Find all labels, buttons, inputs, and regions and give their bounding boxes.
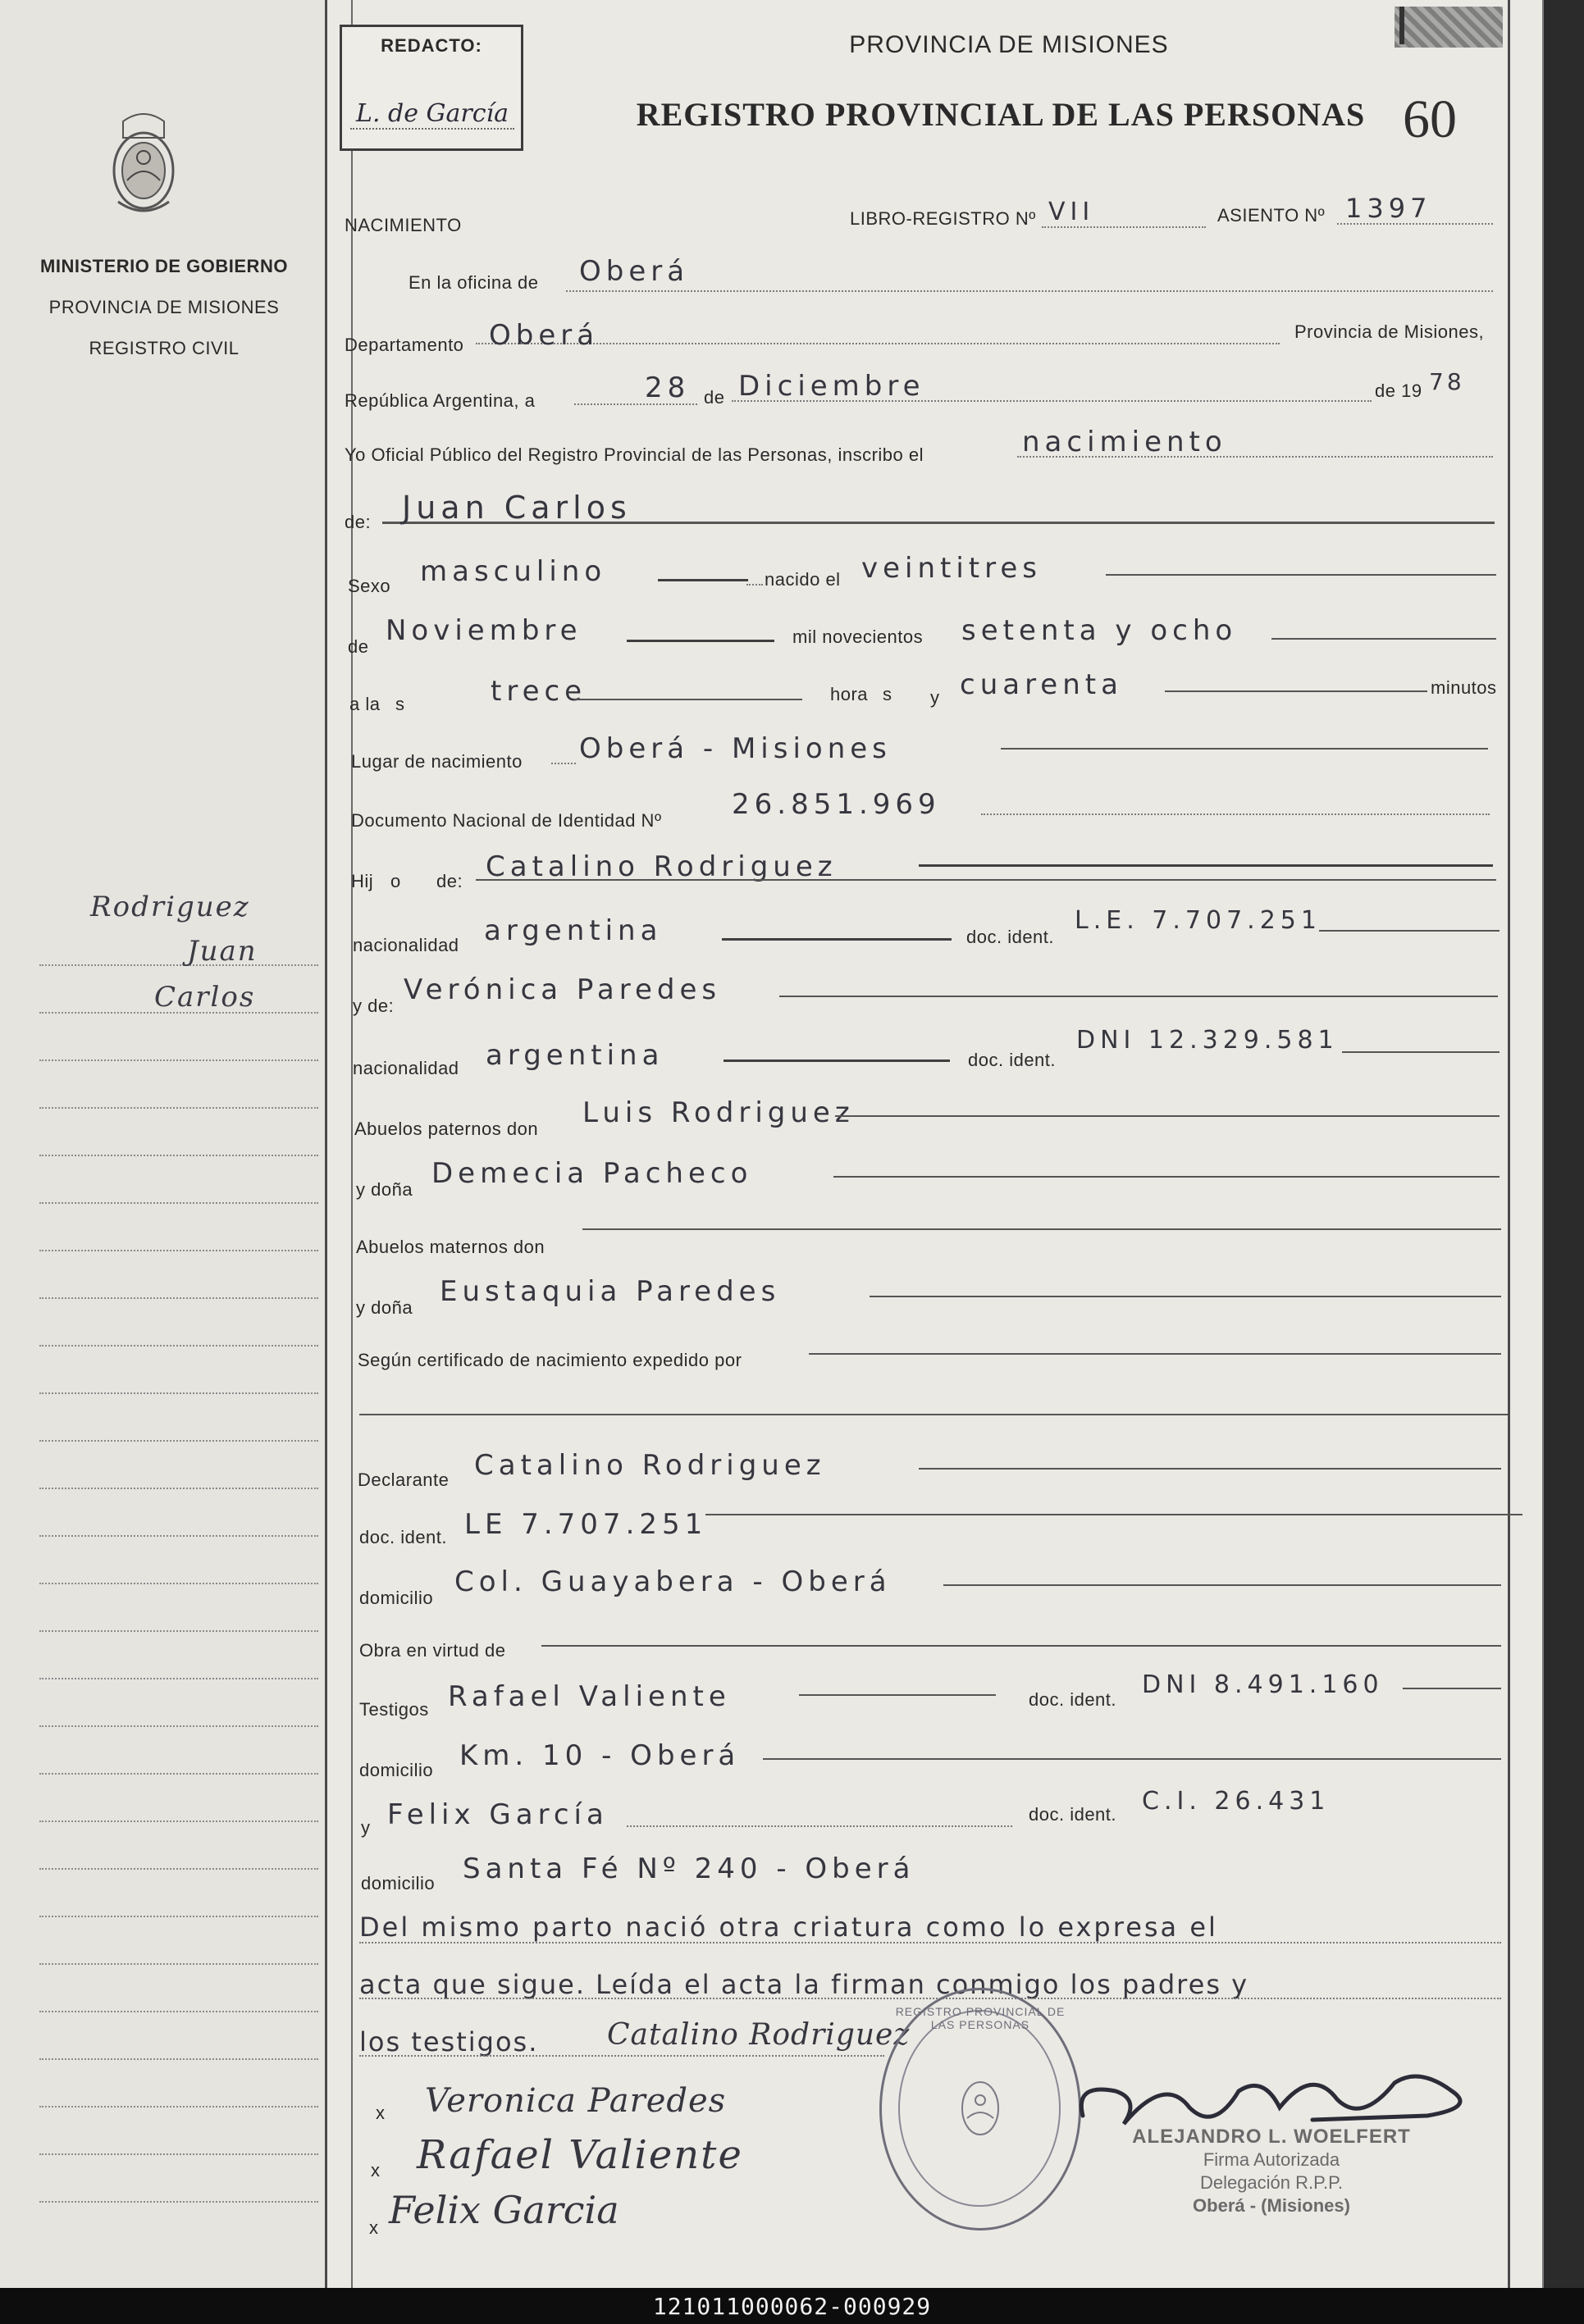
nacido-label: nacido el — [765, 569, 841, 590]
redacto-signature: L. de García — [350, 99, 514, 130]
redacto-label: REDACTO: — [381, 35, 482, 56]
y-label: y — [930, 687, 940, 708]
testigos-label: Testigos — [359, 1699, 429, 1720]
minutos-label: minutos — [1431, 677, 1497, 698]
year-value: 78 — [1429, 368, 1465, 395]
column-divider — [325, 0, 327, 2288]
horas-label: hora — [830, 684, 869, 704]
departamento-label: Departamento — [345, 335, 464, 355]
binding-edge — [1544, 0, 1584, 2288]
republica-label: República Argentina, a — [345, 390, 536, 411]
departamento-value: Oberá — [489, 319, 600, 352]
libro-value: VII — [1048, 198, 1095, 226]
archive-id-bar — [0, 2288, 1584, 2324]
official-role: Firma Autorizada — [1203, 2149, 1340, 2170]
madre-doc-value: DNI 12.329.581 — [1076, 1026, 1339, 1055]
padre-value: Catalino Rodriguez — [486, 850, 838, 883]
right-border — [1508, 0, 1510, 2288]
madre-label: y de: — [353, 996, 395, 1016]
testigo2-value: Felix García — [387, 1798, 609, 1831]
month-value: Diciembre — [738, 370, 925, 403]
registry-title: REGISTRO PROVINCIAL DE LAS PERSONAS — [636, 96, 1366, 133]
testigo2-signature: Felix Garcia — [389, 2188, 619, 2232]
padre-signature: Catalino Rodriguez — [607, 2018, 911, 2052]
official-office: Delegación R.P.P. — [1199, 2172, 1344, 2193]
abuelos-paternos-label: Abuelos paternos don — [354, 1119, 539, 1139]
official-place: Oberá - (Misiones) — [1193, 2195, 1350, 2216]
oficina-label: En la oficina de — [409, 272, 539, 293]
testigo1-value: Rafael Valiente — [448, 1680, 731, 1713]
hora-value: trece — [491, 675, 587, 708]
declarante-domicilio-label: domicilio — [359, 1588, 434, 1608]
x-mark-testigo1: x — [371, 2160, 381, 2180]
margin-note-surname: Rodriguez — [90, 891, 250, 923]
seal-crest-icon — [957, 2076, 1003, 2141]
province-heading: PROVINCIA DE MISIONES — [849, 31, 1169, 58]
certificado-label: Según certificado de nacimiento expedido por — [358, 1350, 742, 1370]
ministry-province: PROVINCIA DE MISIONES — [48, 297, 280, 317]
abuelo-paterno-value: Luis Rodriguez — [582, 1096, 855, 1129]
a-la-label: a la — [349, 694, 381, 714]
testigo1-domicilio-value: Km. 10 - Oberá — [459, 1739, 741, 1772]
mil-value: setenta y ocho — [961, 614, 1238, 647]
testigo1-doc-label: doc. ident. — [1029, 1689, 1117, 1710]
declarante-value: Catalino Rodriguez — [474, 1449, 826, 1482]
padre-nacionalidad-value: argentina — [484, 914, 663, 947]
padre-doc-label: doc. ident. — [966, 927, 1055, 947]
x-mark-testigo2: x — [369, 2217, 379, 2238]
oficial-label: Yo Oficial Público del Registro Provincial de las Personas, inscribo el — [345, 444, 924, 465]
day-value: 28 — [645, 371, 691, 404]
dni-label: Documento Nacional de Identidad Nº — [351, 810, 662, 831]
observation-line-3: los testigos. — [359, 2026, 539, 2057]
acta-type-value: nacimiento — [1022, 426, 1227, 458]
ministry-civil-registry: REGISTRO CIVIL — [89, 338, 240, 358]
testigo2-domicilio-label: domicilio — [361, 1873, 436, 1893]
act-type-label: NACIMIENTO — [345, 215, 462, 235]
official-name: ALEJANDRO L. WOELFERT — [1132, 2126, 1411, 2148]
mes-nac-value: Noviembre — [386, 614, 582, 647]
margin-note-lines — [39, 918, 318, 2203]
horas-suffix: s — [883, 684, 892, 704]
margin-note-first-name: Juan — [187, 935, 258, 968]
madre-doc-label: doc. ident. — [968, 1050, 1057, 1070]
observation-line-2: acta que sigue. Leída el acta la firman conmigo los padres y — [359, 1969, 1249, 2000]
provincial-emblem-icon — [107, 105, 180, 228]
madre-nacionalidad-value: argentina — [486, 1039, 664, 1072]
obra-label: Obra en virtud de — [359, 1640, 506, 1661]
dni-value: 26.851.969 — [732, 788, 941, 821]
child-name-value: Juan Carlos — [402, 490, 632, 526]
corner-mark — [1399, 7, 1404, 44]
testigo1-domicilio-label: domicilio — [359, 1760, 434, 1780]
abuela-paterna-label: y doña — [356, 1179, 413, 1200]
abuela-materna-value: Eustaquia Paredes — [440, 1275, 781, 1308]
oficina-value: Oberá — [579, 255, 690, 288]
sexo-value: masculino — [420, 555, 607, 588]
hijo-de-label: de: — [436, 871, 463, 891]
observation-line-1: Del mismo parto nació otra criatura como lo expresa el — [359, 1912, 1218, 1943]
year-prefix-label: de 19 — [1375, 380, 1422, 401]
testigo2-y-label: y — [361, 1817, 371, 1838]
testigo2-doc-value: C.I. 26.431 — [1142, 1787, 1331, 1816]
a-la-suffix: s — [395, 694, 405, 714]
mes-nac-de-label: de — [348, 636, 369, 657]
sexo-label: Sexo — [348, 576, 391, 596]
nombre-label: de: — [345, 512, 372, 532]
asiento-value: 1397 — [1345, 193, 1432, 224]
hijo-suffix: o — [390, 871, 401, 891]
declarante-domicilio-value: Col. Guayabera - Oberá — [454, 1565, 892, 1598]
testigo1-doc-value: DNI 8.491.160 — [1142, 1670, 1384, 1699]
padre-doc-value: L.E. 7.707.251 — [1075, 906, 1322, 935]
margin-note-second-name: Carlos — [154, 981, 256, 1014]
madre-signature: Veronica Paredes — [425, 2082, 727, 2120]
hijo-label: Hij — [351, 871, 374, 891]
testigo1-signature: Rafael Valiente — [417, 2132, 743, 2178]
asiento-label: ASIENTO Nº — [1217, 205, 1326, 226]
lugar-value: Oberá - Misiones — [579, 732, 892, 765]
padre-nacionalidad-label: nacionalidad — [353, 935, 459, 955]
official-stamp — [1107, 2126, 1436, 2217]
abuela-paterna-value: Demecia Pacheco — [431, 1157, 753, 1190]
seal-text: REGISTRO PROVINCIAL DE LAS PERSONAS — [895, 2005, 1066, 2031]
madre-nacionalidad-label: nacionalidad — [353, 1058, 459, 1078]
archive-id: 121011000062-000929 — [652, 2292, 932, 2320]
provincia-label: Provincia de Misiones, — [1294, 321, 1485, 342]
nacido-day-value: veintitres — [861, 552, 1043, 585]
x-mark-madre: x — [376, 2103, 386, 2123]
date-de-label: de — [704, 387, 725, 408]
testigo2-domicilio-value: Santa Fé Nº 240 - Oberá — [463, 1852, 915, 1885]
minutos-value: cuarenta — [960, 668, 1123, 701]
madre-value: Verónica Paredes — [404, 973, 722, 1006]
page-number: 60 — [1403, 89, 1457, 149]
testigo2-doc-label: doc. ident. — [1029, 1804, 1117, 1825]
mil-label: mil novecientos — [792, 627, 924, 647]
corner-stamp — [1395, 7, 1503, 48]
declarante-doc-value: LE 7.707.251 — [464, 1508, 708, 1541]
declarante-label: Declarante — [358, 1470, 450, 1490]
registry-seal — [879, 1988, 1081, 2231]
ministry-title: MINISTERIO DE GOBIERNO — [40, 256, 288, 276]
redacto-box — [340, 25, 523, 151]
libro-label: LIBRO-REGISTRO Nº — [850, 208, 1036, 229]
abuela-materna-label: y doña — [356, 1297, 413, 1318]
declarante-doc-label: doc. ident. — [359, 1527, 448, 1547]
abuelos-maternos-label: Abuelos maternos don — [356, 1237, 545, 1257]
lugar-label: Lugar de nacimiento — [351, 751, 523, 772]
